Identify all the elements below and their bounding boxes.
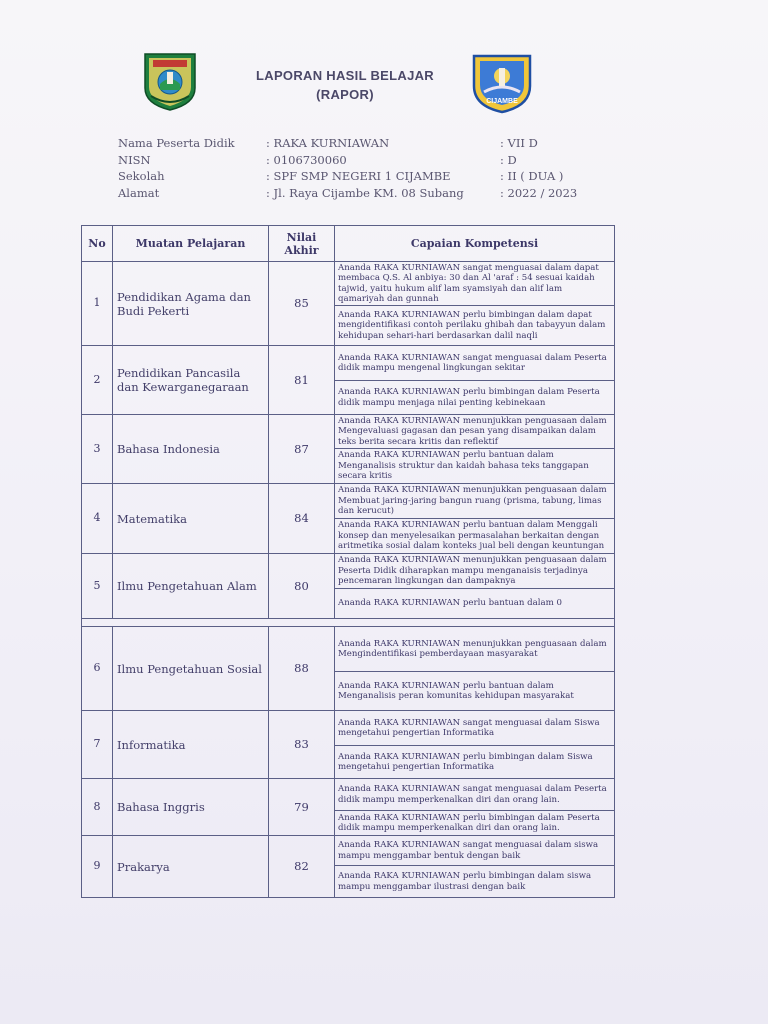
- table-row: [82, 415, 615, 449]
- report-title-line1: LAPORAN HASIL BELAJAR: [256, 68, 434, 83]
- row-score: 83: [269, 711, 335, 779]
- row-number: 5: [82, 554, 113, 619]
- row-competency-strength: Ananda RAKA KURNIAWAN menunjukkan penguasaan dalam Peserta Didik diharapkan mampu menganaisis terjadinya pencemaran lingkungan dan dampaknya: [335, 554, 615, 589]
- row-score: 81: [269, 346, 335, 415]
- row-subject: Pendidikan Pancasila dan Kewarganegaraan: [113, 346, 269, 415]
- row-score: 79: [269, 779, 335, 836]
- school-emblem-icon: [470, 52, 534, 114]
- row-number: 7: [82, 711, 113, 779]
- row-subject: Matematika: [113, 484, 269, 554]
- row-subject: Pendidikan Agama dan Budi Pekerti: [113, 262, 269, 346]
- row-number: 3: [82, 415, 113, 484]
- table-row: [82, 262, 615, 306]
- table-header-row: [82, 226, 615, 262]
- row-competency-improvement: Ananda RAKA KURNIAWAN perlu bimbingan dalam siswa mampu menggambar ilustrasi dengan baik: [335, 866, 615, 898]
- header-competency: Capaian Kompetensi: [335, 226, 615, 262]
- identity-row-nisn: [118, 153, 618, 170]
- row-score: 88: [269, 627, 335, 711]
- row-competency-improvement: Ananda RAKA KURNIAWAN perlu bimbingan dalam Peserta didik mampu menjaga nilai penting kebinekaan: [335, 381, 615, 415]
- row-competency-improvement: Ananda RAKA KURNIAWAN perlu bimbingan dalam Peserta didik mampu memperkenalkan diri dan orang lain.: [335, 811, 615, 836]
- row-subject: Ilmu Pengetahuan Sosial: [113, 627, 269, 711]
- header-subject: Muatan Pelajaran: [113, 226, 269, 262]
- row-competency-strength: Ananda RAKA KURNIAWAN sangat menguasai dalam siswa mampu menggambar bentuk dengan baik: [335, 836, 615, 866]
- school-label: Sekolah: [118, 169, 165, 183]
- row-number: 9: [82, 836, 113, 898]
- identity-row-name: [118, 136, 618, 153]
- report-title: [238, 66, 452, 104]
- row-score: 82: [269, 836, 335, 898]
- row-competency-strength: Ananda RAKA KURNIAWAN menunjukkan penguasaan dalam Mengindentifikasi pemberdayaan masyarakat: [335, 627, 615, 672]
- table-row: [82, 554, 615, 589]
- nisn-value: : 0106730060: [266, 152, 347, 167]
- row-competency-strength: Ananda RAKA KURNIAWAN sangat menguasai dalam Peserta didik mampu memperkenalkan diri dan orang lain.: [335, 779, 615, 811]
- row-subject: Prakarya: [113, 836, 269, 898]
- row-number: 6: [82, 627, 113, 711]
- row-subject: Informatika: [113, 711, 269, 779]
- table-row: [82, 346, 615, 381]
- row-score: 85: [269, 262, 335, 346]
- table-spacer: [82, 619, 615, 627]
- table-row: [82, 711, 615, 746]
- row-competency-improvement: Ananda RAKA KURNIAWAN perlu bantuan dalam Menggali konsep dan menyelesaikan permasalahan berkaitan dengan aritmetika sosial dalam konteks jual beli dengan keuntungan: [335, 519, 615, 554]
- row-competency-improvement: Ananda RAKA KURNIAWAN perlu bantuan dalam Menganalisis peran komunitas kehidupan masyarakat: [335, 672, 615, 711]
- row-subject: Bahasa Inggris: [113, 779, 269, 836]
- row-competency-strength: Ananda RAKA KURNIAWAN menunjukkan penguasaan dalam Membuat jaring-jaring bangun ruang (prisma, tabung, limas dan kerucut): [335, 484, 615, 519]
- row-number: 4: [82, 484, 113, 554]
- class-value: : VII D: [500, 136, 538, 150]
- row-score: 87: [269, 415, 335, 484]
- report-title-line2: (RAPOR): [316, 87, 374, 102]
- school-emblem-label: CIJAMBE: [486, 98, 518, 105]
- row-competency-strength: Ananda RAKA KURNIAWAN menunjukkan penguasaan dalam Mengevaluasi gagasan dan pesan yang disampaikan dalam teks berita secara kritis dan reflektif: [335, 415, 615, 449]
- row-competency-improvement: Ananda RAKA KURNIAWAN perlu bimbingan dalam Siswa mengetahui pengertian Informatika: [335, 746, 615, 779]
- row-score: 84: [269, 484, 335, 554]
- name-value: : RAKA KURNIAWAN: [266, 136, 390, 150]
- header-no: No: [82, 226, 113, 262]
- grades-table: [81, 225, 615, 898]
- row-subject: Bahasa Indonesia: [113, 415, 269, 484]
- row-competency-strength: Ananda RAKA KURNIAWAN sangat menguasai dalam Siswa mengetahui pengertian Informatika: [335, 711, 615, 746]
- nisn-label: NISN: [118, 152, 151, 167]
- name-label: Nama Peserta Didik: [118, 136, 235, 150]
- row-number: 1: [82, 262, 113, 346]
- address-label: Alamat: [118, 185, 160, 200]
- phase-value: : D: [500, 152, 517, 167]
- year-value: : 2022 / 2023: [500, 185, 578, 200]
- row-number: 2: [82, 346, 113, 415]
- row-competency-improvement: Ananda RAKA KURNIAWAN perlu bimbingan dalam dapat mengidentifikasi contoh perilaku ghibah dan tabayyun dalam kehidupan sehari-hari berdasarkan dalil naqli: [335, 306, 615, 346]
- table-row: [82, 779, 615, 811]
- row-subject: Ilmu Pengetahuan Alam: [113, 554, 269, 619]
- row-competency-improvement: Ananda RAKA KURNIAWAN perlu bantuan dalam 0: [335, 589, 615, 619]
- table-row: [82, 836, 615, 866]
- identity-row-school: [118, 169, 618, 186]
- row-competency-improvement: Ananda RAKA KURNIAWAN perlu bantuan dalam Menganalisis struktur dan kaidah bahasa teks tanggapan secara kritis: [335, 449, 615, 484]
- student-identity: [118, 136, 618, 202]
- regency-crest-icon: [139, 50, 201, 112]
- row-competency-strength: Ananda RAKA KURNIAWAN sangat menguasai dalam dapat membaca Q.S. Al anbiya: 30 dan Al 'araf : 54 sesuai kaidah tajwid, yaitu hukum alif lam syamsiyah dan alif lam qamariyah dan gunnah: [335, 262, 615, 306]
- header-score: Nilai Akhir: [269, 226, 335, 262]
- row-competency-strength: Ananda RAKA KURNIAWAN sangat menguasai dalam Peserta didik mampu mengenal lingkungan sekitar: [335, 346, 615, 381]
- row-number: 8: [82, 779, 113, 836]
- identity-row-address: [118, 186, 618, 203]
- school-value: : SPF SMP NEGERI 1 CIJAMBE: [266, 169, 451, 183]
- semester-value: : II ( DUA ): [500, 169, 564, 183]
- address-value: : Jl. Raya Cijambe KM. 08 Subang: [266, 185, 464, 200]
- table-row: [82, 484, 615, 519]
- table-row: [82, 627, 615, 672]
- row-score: 80: [269, 554, 335, 619]
